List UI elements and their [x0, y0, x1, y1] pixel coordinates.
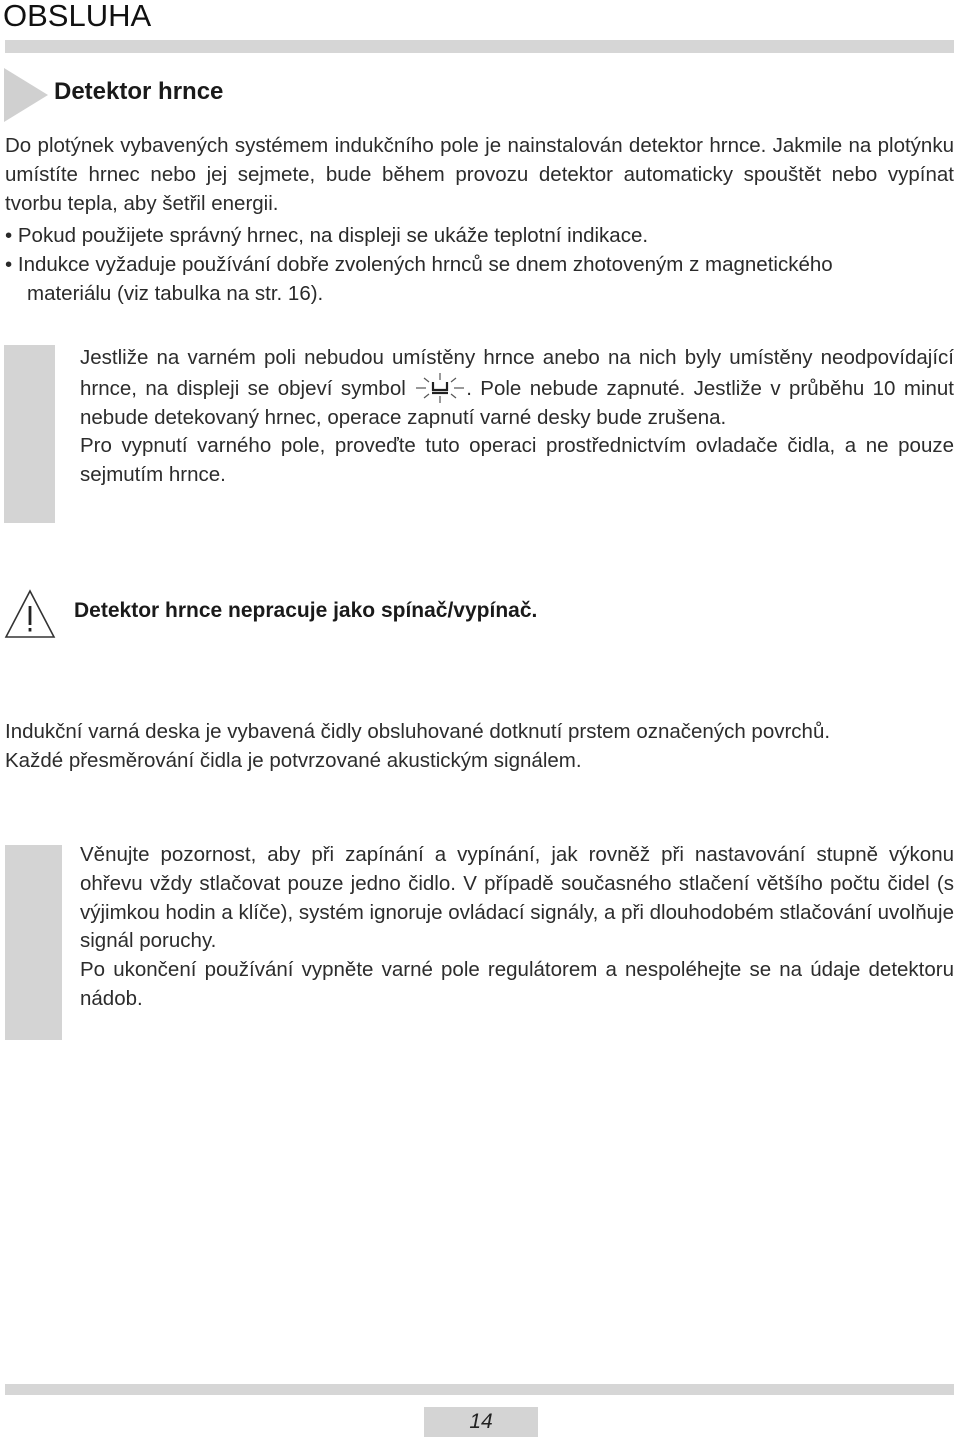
note-paragraph: Věnujte pozornost, aby při zapínání a vypínání, jak rovněž při nastavování stupně výkonu ohřevu vždy stlačovat pouze jedno čidlo. V případě současného stlačení většího počtu čidel (s výjimkou hodin a klíče), systém ignoruje ovládací signály, a při dlouhodobém stlačování uvolňuje signál poruchy.	[80, 843, 954, 953]
note-bar	[5, 845, 62, 1040]
page-heading: OBSLUHA	[3, 0, 152, 33]
sensor-text: Každé přesměrování čidla je potvrzované akustickým signálem.	[5, 748, 582, 772]
note-block	[80, 841, 954, 1014]
intro-paragraph: Do plotýnek vybavených systémem indukčního pole je nainstalován detektor hrnce. Jakmile na plotýnku umístíte hrnec nebo jej sejmete, bude během provozu detektor automaticky spouštět nebo vypínat tvorbu tepla, aby šetřil energii.	[5, 134, 954, 215]
section-title: Detektor hrnce	[54, 78, 224, 105]
note-paragraph: Po ukončení používání vypněte varné pole regulátorem a nespoléhejte se na údaje detektoru nádob.	[80, 958, 954, 1010]
note-paragraph: Pro vypnutí varného pole, proveďte tuto operaci prostřednictvím ovladače čidla, a ne pouze sejmutím hrnce.	[80, 434, 954, 487]
page-number: 14	[469, 1410, 493, 1433]
sensor-paragraph	[5, 718, 954, 776]
bullet-text: • Indukce vyžaduje používání dobře zvolených hrnců se dnem zhotoveným z magnetického	[5, 253, 833, 276]
note-paragraph	[80, 344, 954, 432]
top-rule	[5, 40, 954, 53]
bullet-item	[5, 251, 954, 309]
bullet-continuation: materiálu (viz tabulka na str. 16).	[27, 281, 324, 305]
bottom-rule	[5, 1384, 954, 1395]
warning-triangle-icon	[4, 588, 56, 640]
warning-text: Detektor hrnce nepracuje jako spínač/vypínač.	[74, 599, 538, 622]
note-text: Jestliže na varném poli nebudou umístěny hrnce anebo na nich byly umístěny neodpovídající hrnce, na displeji se objeví symbol	[80, 346, 954, 400]
note-block	[80, 344, 954, 490]
note-text: . Pole nebude zapnuté. Jestliže v průběhu 10 minut nebude detekovaný hrnec, operace zapnutí varné desky bude zrušena.	[80, 376, 954, 429]
bullet-item: • Pokud použijete správný hrnec, na displeji se ukáže teplotní indikace.	[5, 224, 649, 247]
blinking-pot-symbol-icon	[414, 373, 466, 403]
note-bar	[4, 345, 55, 523]
triangle-arrow-icon	[4, 68, 48, 122]
sensor-text: Indukční varná deska je vybavená čidly obsluhované dotknutí prstem označených povrchů.	[5, 720, 831, 743]
